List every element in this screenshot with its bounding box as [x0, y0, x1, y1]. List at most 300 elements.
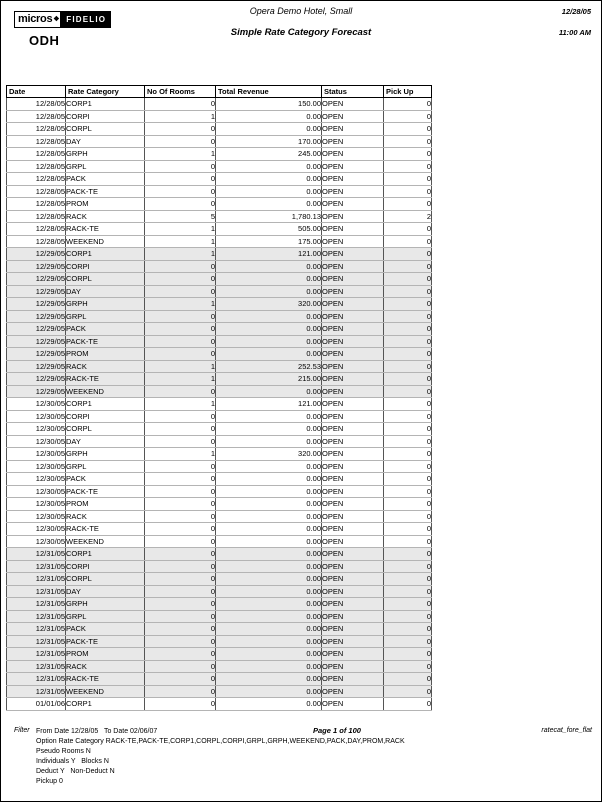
table-row	[7, 223, 432, 236]
cell-date: 12/28/05	[7, 235, 66, 248]
cell-status: OPEN	[322, 435, 384, 448]
cell-rooms: 0	[145, 335, 216, 348]
cell-status: OPEN	[322, 473, 384, 486]
cell-status: OPEN	[322, 98, 384, 111]
cell-date: 12/30/05	[7, 448, 66, 461]
cell-category: DAY	[66, 285, 145, 298]
cell-status: OPEN	[322, 685, 384, 698]
cell-revenue: 0.00	[216, 335, 322, 348]
cell-revenue: 0.00	[216, 310, 322, 323]
cell-revenue: 0.00	[216, 185, 322, 198]
cell-pickup: 0	[384, 373, 432, 386]
cell-rooms: 0	[145, 698, 216, 711]
cell-pickup: 0	[384, 98, 432, 111]
cell-pickup: 0	[384, 598, 432, 611]
cell-date: 12/29/05	[7, 310, 66, 323]
cell-category: CORPL	[66, 123, 145, 136]
cell-pickup: 0	[384, 273, 432, 286]
cell-revenue: 0.00	[216, 573, 322, 586]
cell-date: 12/28/05	[7, 160, 66, 173]
cell-category: DAY	[66, 135, 145, 148]
table-row	[7, 548, 432, 561]
cell-pickup: 0	[384, 435, 432, 448]
cell-revenue: 0.00	[216, 410, 322, 423]
cell-status: OPEN	[322, 223, 384, 236]
cell-status: OPEN	[322, 510, 384, 523]
cell-revenue: 0.00	[216, 610, 322, 623]
cell-pickup: 0	[384, 223, 432, 236]
column-header-pick-up: Pick Up	[384, 86, 432, 98]
cell-revenue: 0.00	[216, 460, 322, 473]
cell-category: WEEKEND	[66, 385, 145, 398]
cell-date: 12/30/05	[7, 460, 66, 473]
cell-date: 12/30/05	[7, 523, 66, 536]
filter-line-pickup: Pickup 0	[36, 778, 63, 785]
table-row	[7, 335, 432, 348]
column-header-date: Date	[7, 86, 66, 98]
cell-rooms: 0	[145, 598, 216, 611]
cell-category: CORP1	[66, 98, 145, 111]
cell-rooms: 0	[145, 423, 216, 436]
cell-revenue: 170.00	[216, 135, 322, 148]
cell-pickup: 0	[384, 110, 432, 123]
cell-status: OPEN	[322, 285, 384, 298]
cell-status: OPEN	[322, 260, 384, 273]
cell-status: OPEN	[322, 698, 384, 711]
cell-pickup: 0	[384, 198, 432, 211]
cell-pickup: 0	[384, 523, 432, 536]
cell-revenue: 0.00	[216, 585, 322, 598]
table-row	[7, 410, 432, 423]
cell-status: OPEN	[322, 198, 384, 211]
table-row	[7, 110, 432, 123]
fidelio-wordmark: FIDELIO	[61, 11, 111, 28]
cell-date: 12/30/05	[7, 510, 66, 523]
table-row	[7, 173, 432, 186]
cell-rooms: 0	[145, 460, 216, 473]
cell-pickup: 0	[384, 398, 432, 411]
cell-revenue: 0.00	[216, 285, 322, 298]
cell-revenue: 0.00	[216, 273, 322, 286]
run-date: 12/28/05	[561, 7, 591, 16]
cell-category: GRPL	[66, 460, 145, 473]
cell-revenue: 1,780.13	[216, 210, 322, 223]
cell-date: 12/29/05	[7, 273, 66, 286]
cell-pickup: 0	[384, 498, 432, 511]
cell-pickup: 0	[384, 260, 432, 273]
cell-pickup: 0	[384, 423, 432, 436]
cell-rooms: 0	[145, 548, 216, 561]
table-row	[7, 135, 432, 148]
cell-revenue: 505.00	[216, 223, 322, 236]
cell-revenue: 0.00	[216, 348, 322, 361]
cell-status: OPEN	[322, 160, 384, 173]
cell-rooms: 0	[145, 410, 216, 423]
cell-status: OPEN	[322, 598, 384, 611]
cell-revenue: 0.00	[216, 673, 322, 686]
cell-category: PACK-TE	[66, 485, 145, 498]
table-row	[7, 648, 432, 661]
cell-pickup: 0	[384, 448, 432, 461]
filter-label: Filter	[14, 727, 30, 734]
table-row	[7, 623, 432, 636]
cell-category: CORPI	[66, 260, 145, 273]
cell-pickup: 0	[384, 348, 432, 361]
cell-rooms: 0	[145, 673, 216, 686]
cell-category: PROM	[66, 198, 145, 211]
cell-pickup: 0	[384, 148, 432, 161]
cell-pickup: 0	[384, 298, 432, 311]
cell-status: OPEN	[322, 573, 384, 586]
forecast-table	[6, 85, 432, 711]
cell-revenue: 215.00	[216, 373, 322, 386]
table-row	[7, 523, 432, 536]
cell-category: CORPL	[66, 423, 145, 436]
cell-date: 12/28/05	[7, 223, 66, 236]
table-row	[7, 535, 432, 548]
column-header-status: Status	[322, 86, 384, 98]
cell-pickup: 0	[384, 698, 432, 711]
cell-date: 12/28/05	[7, 185, 66, 198]
cell-category: CORPL	[66, 273, 145, 286]
cell-category: PACK	[66, 473, 145, 486]
cell-category: DAY	[66, 585, 145, 598]
cell-pickup: 0	[384, 573, 432, 586]
forecast-table-body	[7, 98, 432, 711]
cell-status: OPEN	[322, 560, 384, 573]
cell-rooms: 1	[145, 148, 216, 161]
cell-category: WEEKEND	[66, 235, 145, 248]
table-header-row	[7, 86, 432, 98]
cell-category: CORP1	[66, 548, 145, 561]
cell-category: PROM	[66, 348, 145, 361]
cell-rooms: 0	[145, 310, 216, 323]
cell-status: OPEN	[322, 173, 384, 186]
cell-revenue: 245.00	[216, 148, 322, 161]
cell-date: 12/31/05	[7, 573, 66, 586]
cell-rooms: 0	[145, 135, 216, 148]
cell-rooms: 0	[145, 510, 216, 523]
cell-date: 12/28/05	[7, 148, 66, 161]
table-row	[7, 498, 432, 511]
cell-revenue: 0.00	[216, 523, 322, 536]
column-header-total-revenue: Total Revenue	[216, 86, 322, 98]
cell-status: OPEN	[322, 460, 384, 473]
cell-pickup: 0	[384, 560, 432, 573]
cell-category: GRPH	[66, 598, 145, 611]
cell-pickup: 0	[384, 535, 432, 548]
table-row	[7, 660, 432, 673]
cell-revenue: 0.00	[216, 560, 322, 573]
table-row	[7, 123, 432, 136]
cell-category: GRPL	[66, 610, 145, 623]
table-row	[7, 98, 432, 111]
table-row	[7, 373, 432, 386]
cell-status: OPEN	[322, 385, 384, 398]
cell-status: OPEN	[322, 673, 384, 686]
cell-rooms: 0	[145, 623, 216, 636]
cell-pickup: 0	[384, 323, 432, 336]
cell-date: 12/28/05	[7, 198, 66, 211]
cell-status: OPEN	[322, 410, 384, 423]
cell-pickup: 0	[384, 385, 432, 398]
table-row	[7, 198, 432, 211]
cell-status: OPEN	[322, 235, 384, 248]
cell-category: RACK	[66, 360, 145, 373]
cell-pickup: 0	[384, 685, 432, 698]
cell-category: PACK	[66, 323, 145, 336]
cell-pickup: 0	[384, 460, 432, 473]
cell-revenue: 0.00	[216, 160, 322, 173]
cell-category: CORP1	[66, 398, 145, 411]
table-row	[7, 185, 432, 198]
cell-status: OPEN	[322, 135, 384, 148]
cell-revenue: 0.00	[216, 198, 322, 211]
cell-status: OPEN	[322, 423, 384, 436]
filter-line-deduct: Deduct Y Non-Deduct N	[36, 768, 115, 775]
cell-revenue: 0.00	[216, 648, 322, 661]
cell-status: OPEN	[322, 548, 384, 561]
filter-line-individuals: Individuals Y Blocks N	[36, 758, 109, 765]
cell-rooms: 1	[145, 223, 216, 236]
cell-date: 12/31/05	[7, 635, 66, 648]
cell-date: 12/29/05	[7, 323, 66, 336]
cell-date: 12/30/05	[7, 473, 66, 486]
table-row	[7, 348, 432, 361]
cell-date: 01/01/06	[7, 698, 66, 711]
table-row	[7, 473, 432, 486]
cell-rooms: 1	[145, 110, 216, 123]
cell-revenue: 175.00	[216, 235, 322, 248]
cell-revenue: 0.00	[216, 635, 322, 648]
column-header-rate-category: Rate Category	[66, 86, 145, 98]
cell-status: OPEN	[322, 398, 384, 411]
table-row	[7, 210, 432, 223]
cell-rooms: 0	[145, 485, 216, 498]
cell-status: OPEN	[322, 123, 384, 136]
cell-status: OPEN	[322, 485, 384, 498]
cell-date: 12/30/05	[7, 410, 66, 423]
cell-rooms: 0	[145, 573, 216, 586]
cell-category: WEEKEND	[66, 685, 145, 698]
cell-date: 12/30/05	[7, 423, 66, 436]
table-row	[7, 485, 432, 498]
filter-line-dates: From Date 12/28/05 To Date 02/06/07	[36, 728, 158, 735]
table-row	[7, 435, 432, 448]
cell-rooms: 0	[145, 285, 216, 298]
cell-pickup: 0	[384, 510, 432, 523]
cell-pickup: 0	[384, 160, 432, 173]
cell-pickup: 0	[384, 235, 432, 248]
table-row	[7, 298, 432, 311]
cell-date: 12/29/05	[7, 360, 66, 373]
cell-date: 12/31/05	[7, 648, 66, 661]
cell-revenue: 0.00	[216, 660, 322, 673]
cell-rooms: 0	[145, 473, 216, 486]
cell-date: 12/30/05	[7, 398, 66, 411]
cell-rooms: 1	[145, 298, 216, 311]
cell-date: 12/29/05	[7, 260, 66, 273]
cell-date: 12/30/05	[7, 435, 66, 448]
cell-rooms: 1	[145, 360, 216, 373]
cell-revenue: 0.00	[216, 385, 322, 398]
cell-category: PACK-TE	[66, 185, 145, 198]
cell-rooms: 0	[145, 123, 216, 136]
cell-rooms: 1	[145, 398, 216, 411]
cell-category: RACK-TE	[66, 373, 145, 386]
hotel-name: Opera Demo Hotel, Small	[249, 6, 353, 16]
table-row	[7, 398, 432, 411]
table-row	[7, 460, 432, 473]
table-row	[7, 585, 432, 598]
cell-date: 12/29/05	[7, 373, 66, 386]
micros-wordmark: micros	[18, 13, 53, 25]
cell-pickup: 0	[384, 335, 432, 348]
filter-line-option: Option Rate Category RACK-TE,PACK-TE,CORP1,CORPL,CORPI,GRPL,GRPH,WEEKEND,PACK,DAY,PROM,RACK	[36, 738, 405, 745]
cell-pickup: 0	[384, 248, 432, 261]
cell-revenue: 0.00	[216, 535, 322, 548]
cell-status: OPEN	[322, 498, 384, 511]
cell-revenue: 0.00	[216, 548, 322, 561]
cell-date: 12/31/05	[7, 598, 66, 611]
cell-rooms: 0	[145, 185, 216, 198]
cell-date: 12/30/05	[7, 485, 66, 498]
cell-rooms: 0	[145, 660, 216, 673]
cell-category: PACK	[66, 623, 145, 636]
cell-status: OPEN	[322, 210, 384, 223]
cell-category: CORPL	[66, 573, 145, 586]
cell-revenue: 0.00	[216, 598, 322, 611]
cell-pickup: 0	[384, 360, 432, 373]
cell-pickup: 0	[384, 485, 432, 498]
cell-category: PROM	[66, 498, 145, 511]
cell-date: 12/29/05	[7, 385, 66, 398]
cell-revenue: 150.00	[216, 98, 322, 111]
cell-pickup: 0	[384, 173, 432, 186]
cell-rooms: 0	[145, 685, 216, 698]
table-row	[7, 598, 432, 611]
cell-status: OPEN	[322, 623, 384, 636]
report-title: Simple Rate Category Forecast	[230, 27, 372, 38]
cell-date: 12/30/05	[7, 535, 66, 548]
cell-rooms: 0	[145, 435, 216, 448]
table-row	[7, 698, 432, 711]
cell-date: 12/28/05	[7, 110, 66, 123]
cell-revenue: 0.00	[216, 123, 322, 136]
cell-rooms: 0	[145, 498, 216, 511]
cell-category: DAY	[66, 435, 145, 448]
column-header-no-of-rooms: No Of Rooms	[145, 86, 216, 98]
cell-date: 12/29/05	[7, 248, 66, 261]
cell-status: OPEN	[322, 335, 384, 348]
cell-category: RACK	[66, 510, 145, 523]
cell-date: 12/28/05	[7, 98, 66, 111]
cell-date: 12/31/05	[7, 623, 66, 636]
cell-status: OPEN	[322, 110, 384, 123]
cell-category: PACK-TE	[66, 335, 145, 348]
cell-rooms: 0	[145, 348, 216, 361]
cell-rooms: 0	[145, 198, 216, 211]
table-row	[7, 673, 432, 686]
cell-revenue: 320.00	[216, 298, 322, 311]
cell-pickup: 0	[384, 635, 432, 648]
cell-rooms: 0	[145, 323, 216, 336]
cell-rooms: 0	[145, 98, 216, 111]
cell-date: 12/31/05	[7, 673, 66, 686]
cell-status: OPEN	[322, 523, 384, 536]
cell-rooms: 1	[145, 373, 216, 386]
cell-revenue: 0.00	[216, 173, 322, 186]
cell-rooms: 0	[145, 610, 216, 623]
cell-category: WEEKEND	[66, 535, 145, 548]
cell-status: OPEN	[322, 448, 384, 461]
cell-pickup: 0	[384, 185, 432, 198]
cell-pickup: 0	[384, 410, 432, 423]
cell-revenue: 121.00	[216, 398, 322, 411]
cell-pickup: 0	[384, 548, 432, 561]
table-row	[7, 160, 432, 173]
cell-category: GRPL	[66, 160, 145, 173]
cell-status: OPEN	[322, 323, 384, 336]
table-row	[7, 685, 432, 698]
table-row	[7, 148, 432, 161]
cell-status: OPEN	[322, 535, 384, 548]
cell-rooms: 5	[145, 210, 216, 223]
cell-date: 12/31/05	[7, 685, 66, 698]
cell-status: OPEN	[322, 585, 384, 598]
cell-status: OPEN	[322, 660, 384, 673]
cell-category: GRPH	[66, 448, 145, 461]
table-row	[7, 360, 432, 373]
table-row	[7, 560, 432, 573]
cell-category: PACK-TE	[66, 635, 145, 648]
cell-pickup: 0	[384, 135, 432, 148]
cell-rooms: 0	[145, 385, 216, 398]
cell-revenue: 0.00	[216, 473, 322, 486]
cell-status: OPEN	[322, 610, 384, 623]
cell-category: RACK-TE	[66, 223, 145, 236]
cell-pickup: 2	[384, 210, 432, 223]
property-code: ODH	[29, 33, 60, 48]
page-number: Page 1 of 100	[313, 726, 361, 735]
cell-date: 12/30/05	[7, 498, 66, 511]
cell-revenue: 0.00	[216, 685, 322, 698]
cell-rooms: 0	[145, 173, 216, 186]
cell-date: 12/28/05	[7, 210, 66, 223]
cell-category: RACK	[66, 210, 145, 223]
table-row	[7, 310, 432, 323]
table-row	[7, 573, 432, 586]
cell-rooms: 0	[145, 260, 216, 273]
cell-pickup: 0	[384, 648, 432, 661]
table-row	[7, 248, 432, 261]
cell-rooms: 0	[145, 523, 216, 536]
cell-status: OPEN	[322, 148, 384, 161]
cell-date: 12/31/05	[7, 660, 66, 673]
table-row	[7, 260, 432, 273]
cell-status: OPEN	[322, 373, 384, 386]
cell-rooms: 0	[145, 160, 216, 173]
cell-pickup: 0	[384, 660, 432, 673]
cell-category: CORPI	[66, 410, 145, 423]
cell-revenue: 0.00	[216, 485, 322, 498]
cell-revenue: 320.00	[216, 448, 322, 461]
cell-revenue: 121.00	[216, 248, 322, 261]
cell-pickup: 0	[384, 123, 432, 136]
cell-revenue: 0.00	[216, 623, 322, 636]
cell-rooms: 0	[145, 648, 216, 661]
report-id: ratecat_fore_flat	[541, 727, 592, 734]
